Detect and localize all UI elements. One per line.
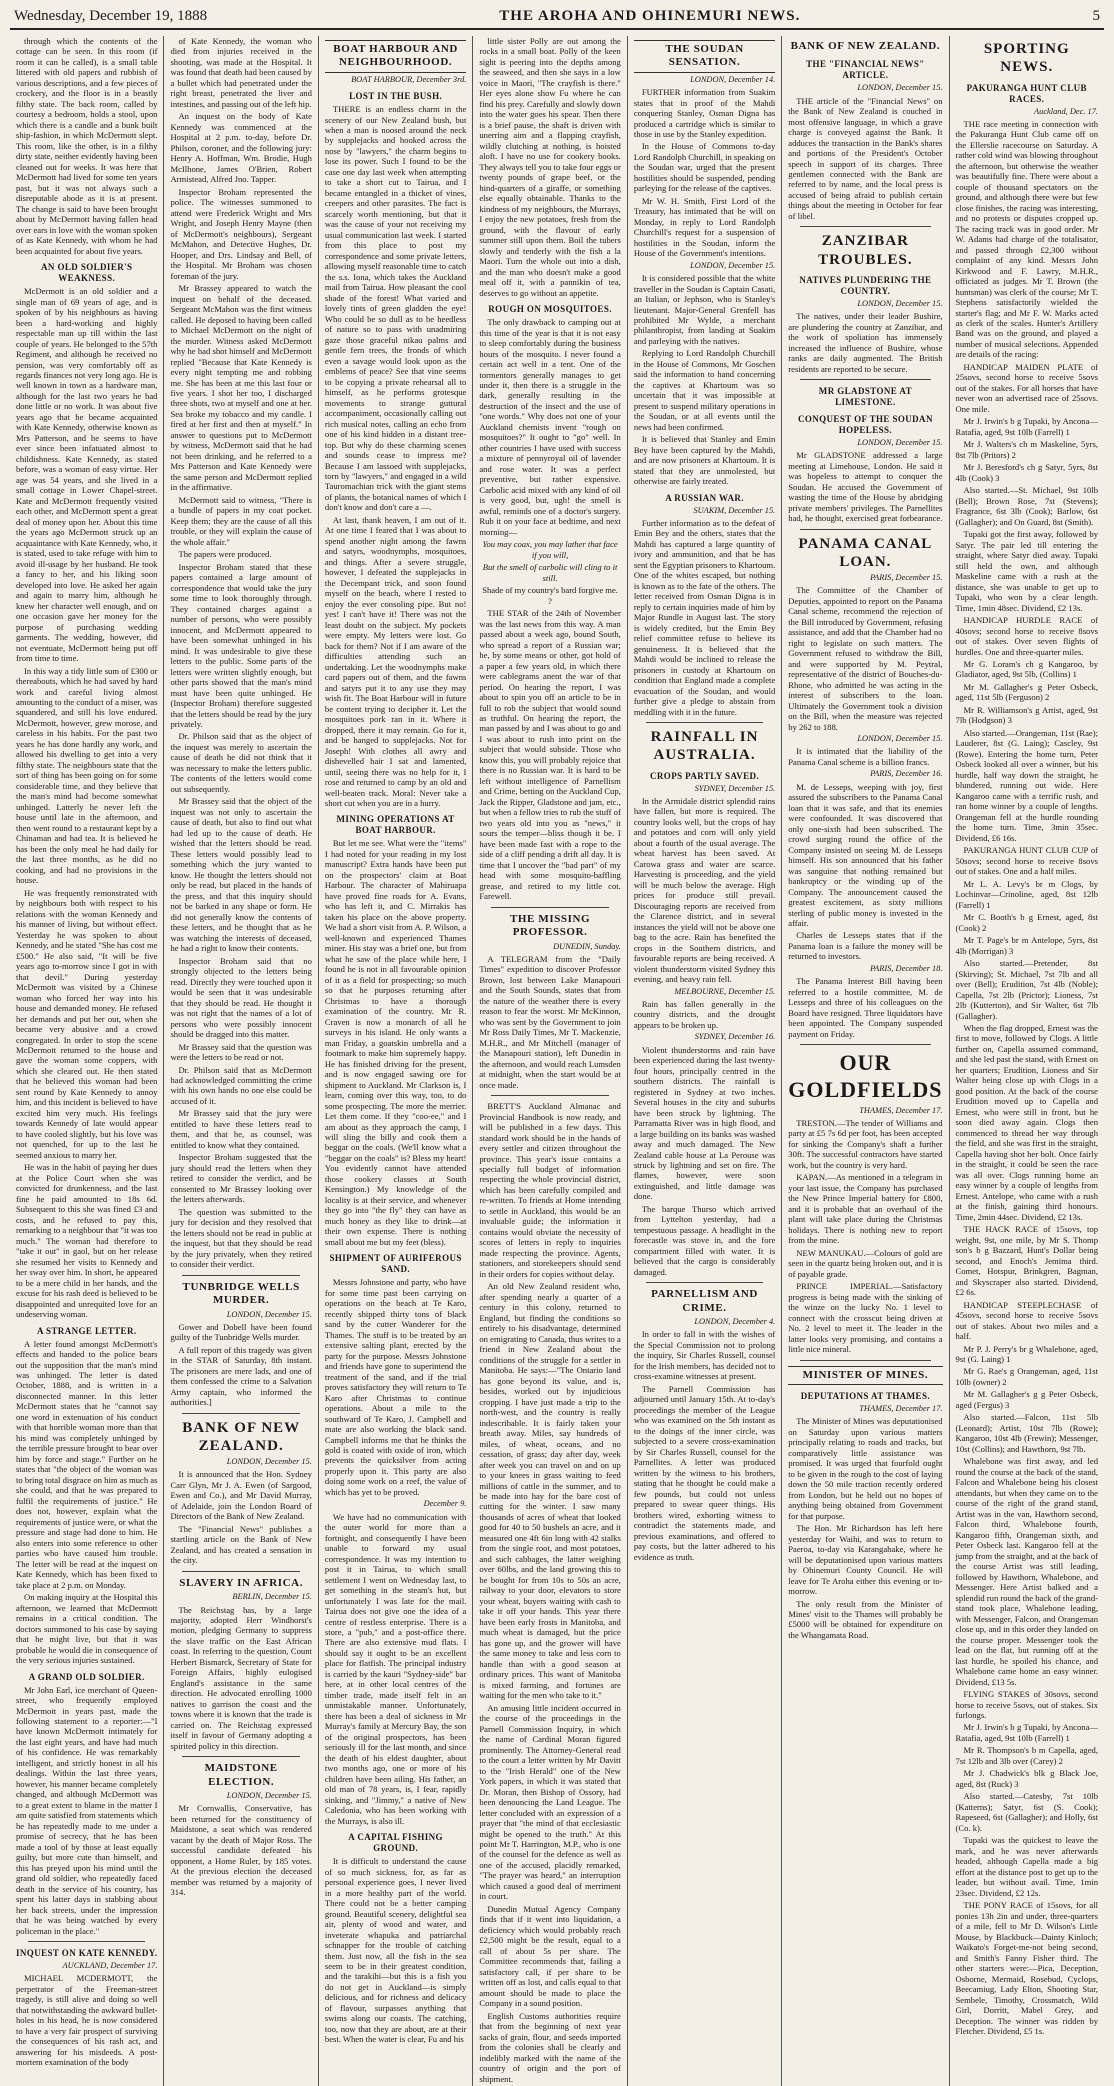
article-paragraph: little sister Polly are out among the rocks in a small boat. Polly of the keen sight is peering into the depths among the seaweed, and then she says in a low voice in Maori, "The crayfish is there." Her eyes alone show Fu where he can find his prey. Carefully and slowly down into the water goes his spear. Then there is a brief pause, the shaft is driven with unerring aim and a flapping crayfish, wildly clutching at nothing, is hoisted aloft. I have no use for cookery books. They always tell you to take four eggs or twenty pounds of grape beef, or the hind-quarters of a giraffe, or something else equally obtainable. Thanks to the kindness of my neighbours, the Murrays, I enjoy the new potatoes, fresh from the ground, with the flavour of early summer still upon them. Boil the tubers slowly and tenderly with the fish a la Maori. Turn the whole out into a dish, and the man who doesn't make a good meal off it, with a pannikin of tea, deserves to go without an appetite.	[479, 36, 621, 298]
article-paragraph: Tupaki was the quickest to leave the mark, and he was never afterwards headed, although Capella made a big effort at the distance post to get up to the leader, but without avail. Time, 1min 23sec. Dividend, £2 12s.	[955, 1835, 1098, 1898]
page-number: 5	[1092, 8, 1100, 24]
column-7	[950, 36, 1104, 2086]
headline: BOAT HARBOUR AND NEIGHBOURHOOD.	[325, 40, 466, 73]
article-paragraph: KAPAN.—As mentioned in a telegram in your last issue, the Company has purchased the New Prince Imperial battery for £800, and it is probable that an overhaul of the plant will take place during the Christmas holidays. There is nothing new to report from the mine.	[788, 1172, 943, 1246]
article-paragraph: Mr T. Page's br m Antelope, 5yrs, 8st 4lb (Morrigan) 3	[955, 935, 1098, 956]
article-paragraph: Also started.—Catesby, 7st 10lb (Katterns); Satyr, 6st (S. Cook); Rapeseed, 6st (Gallagher); and Holly, 6st (Co. k).	[955, 1791, 1098, 1833]
divider	[800, 379, 930, 380]
article-paragraph: McDermott said to witness, "There is a bundle of papers in my coat pocket. Keep them; they are the cause of all this trouble, or they will explain the cause of the whole affair."	[170, 494, 312, 547]
article-paragraph: It is difficult to understand the cause of so much sickness, for, as far as personal experience goes, I never lived in a more healthy part of the world. There could not be a better camping ground. Beautiful scenery, delightful sea air, plenty of wood and water, and inveterate whapuka and patriarchal schnapper for the trouble of catching them. Just now, all the fish in the sea seem to be in their greatest condition, and the tarakihi—but this is a fish you do not get in Auckland—is simply delicious, and for richness and delicacy of flavour, surpasses anything that swims along our coasts. The catching, too, now that they are about, are at their best. When the water is clear, Fu and his	[324, 1856, 467, 2045]
article-paragraph: The Parnell Commission has adjourned until January 15th. At to-day's proceedings the member of the League who was examined on the 5th instant as to the doings of the inner circle, was subjected to a severe cross-examination by Sir Charles Russell, counsel for the Parnellites. A letter was produced written by the witness to his brothers, stating that he thought he could make a few pounds, but could not unless prepared to swear queer things. His brothers wired, exhorting witness to contradict the statements made, and previous examinations, and offered to pay costs, but the latter adhered to his evidence as truth.	[633, 1383, 776, 1562]
article-paragraph: The natives, under their leader Bushire, are plundering the country at Zanzibar, and the work of spoliation has immensely increased the influence of Bushire, whose ranks are daily augmented. The British residents are reported to be secure.	[788, 311, 943, 374]
dateline: SYDNEY, December 16.	[694, 1032, 776, 1042]
headline: PARNELLISM AND CRIME.	[651, 1288, 758, 1314]
article-paragraph: FURTHER information from Suakim states that in proof of the Mahdi conquering Stanley, Osman Digna has produced a cartridge which is similar to those in use by the Stanley expedition.	[633, 87, 776, 139]
article-paragraph: Inspector Broham said that no strongly objected to the letters being read. Directly they were touched upon it would be seen that it was undesirable that they should be read. He thought it was not right that the names of a lot of persons who were possibly innocent should be dragged into this matter.	[170, 955, 312, 1040]
dateline: DUNEDIN, Sunday.	[553, 941, 621, 951]
article-paragraph: Mr Brassey said that the jury were entitled to have these letters read to them, and that he, as counsel, was entitled to know what they contained.	[170, 1108, 312, 1150]
column-1	[10, 36, 164, 2086]
divider	[646, 722, 763, 723]
dateline: LONDON, December 4.	[694, 1317, 776, 1327]
article-paragraph: In the House of Commons to-day Lord Randolph Churchill, in speaking on the Soudan war, urged that the present hostilities should be suspended, pending parleying for the release of the captives.	[633, 141, 776, 194]
article-paragraph: HANDICAP MAIDEN PLATE of 25sovs, second horse to receive 5sovs out of the stakes. For all horses that have never won an advertised race of 25sovs. One mile.	[955, 361, 1098, 414]
divider	[646, 1282, 763, 1283]
article-paragraph: Mr J. Walters's ch m Maskeline, 5yrs, 8st 7lb (Pritors) 2	[955, 439, 1098, 460]
article-paragraph: English Customs authorities require that from the beginning of next year sacks of grain, flour, and seeds imported from the colonies shall be clearly and indelibly marked with the name of the country of origin and the port of shipment.	[479, 2010, 621, 2084]
article-paragraph: Rain has fallen generally in the country districts, and the drought appears to be broken up.	[633, 998, 776, 1030]
dateline: LONDON, December 15.	[226, 1309, 312, 1319]
dateline: BOAT HARBOUR, December 3rd.	[351, 74, 467, 84]
article-paragraph: The Reichstag has, by a large majority, adopted Herr Windhorst's motion, pledging Germany to suppress the slave traffic on the East African coast. In referring to the question, Count Herbert Bismarck, Secretary of State for Foreign Affairs, highly eulogised England's assistance in the same direction. He advocated enrolling 1000 natives to garrison the coast and the towns where it is known that the trade is carried on. The Reichstag expressed itself in favour of Germany adopting a spirited policy in this direction.	[170, 1604, 312, 1751]
headline: SLAVERY IN AFRICA.	[179, 1576, 304, 1589]
article-paragraph: It is considered possible that the white traveller in the Soudan is Captain Casati, an Italian, or Jephson, who is Stanley's lieutenant. Major-General Grenfell has prohibited Mr Wylde, a merchant philanthropist, from landing at Suakim and parleying with the natives.	[633, 273, 776, 346]
article-paragraph: Gower and Dobell have been found guilty of the Tunbridge Wells murder.	[170, 1321, 312, 1343]
article-paragraph: In the Armidale district splendid rains have fallen, but more is required. The country looks well, but the crops of hay and potatoes and corn will only yield about a fourth of the usual average. The wheat harvest has been saved. At Carowa grass and water are scarce. Harvesting is proceeding, and the yield will be much below the average. High prices for produce still prevail. Discouraging reports are received from the Clarence district, and in several instances the yield will not be above one bag to the acre. Rain has benefited the crops in the Southern districts, and favourable reports are being received. A violent thunderstorm visited Sydney this evening, and heavy rain fell.	[633, 795, 776, 985]
subheading: CROPS PARTLY SAVED.	[650, 770, 760, 781]
dateline: LONDON, December 15.	[857, 83, 943, 93]
headline: RAINFALL IN AUSTRALIA.	[650, 729, 759, 764]
article-paragraph: Mr R. Williamson's g Artist, aged, 9st 7lb (Hodgson) 3	[955, 704, 1098, 726]
divider	[182, 1413, 299, 1414]
dateline: LONDON, December 15.	[857, 298, 943, 308]
subheading: PAKURANGA HUNT CLUB RACES.	[966, 82, 1087, 104]
subheading: DEPUTATIONS AT THAMES.	[800, 1391, 931, 1402]
article-paragraph: Dr. Philson said that as the object of the inquest was merely to ascertain the cause of death he did not think that it was necessary to make the letters public. The contents of the letters would come out subsequently.	[170, 731, 312, 794]
dateline: LONDON, December 15.	[857, 734, 943, 744]
column-6	[782, 36, 949, 2086]
article-paragraph: In order to fall in with the wishes of the Special Commission not to prolong the inquiry, Sir Charles Russell, counsel for the Irish members, has decided not to cross-examine witnesses at present.	[633, 1329, 776, 1382]
article-paragraph: Mr W. H. Smith, First Lord of the Treasury, has intimated that he will on Monday, in reply to Lord Randolph Churchill's request for a suspension of hostilities in the Soudan, inform the House of the Government's intentions.	[633, 195, 776, 259]
article-paragraph: Mr J. Beresford's ch g Satyr, 5yrs, 8st 4lb (Cook) 3	[955, 462, 1098, 483]
article-paragraph: We have had no communication with the outer world for more than a fortnight, and consequently I have been unable to forward my usual correspondence. It was my intention to post it in Tairua, to which small settlement I went on Wednesday last, to get something in the steam's hut, but unfortunately I was late for the mail. Tairua does not give one the idea of a centre of restless enterprise. There is a store, a "pub," and a post-office there. There are also extensive mud flats. I should say it ought to be an excellent place for flatfish. The principal industry is carried by the kauri "Sydney-side" bar here, at in other local centres of the timber trade, made itself felt in an unmistakable manner. Unfortunately, there has been a deal of sickness in Mr Murray's family at Mercury Bay, the son of the original prospectors, has been seriously ill for the last month, and since the death of his eldest daughter, about two months ago, one or more of his children have been ailing. His father, an old man of 78 years, is, I fear, rapidly sinking, and "Jimmy," a native of New Caledonia, who has been working with the Murrays, is also ill.	[324, 1511, 467, 1826]
column-3	[319, 36, 473, 2086]
article-paragraph: But let me see. What were the "items" I had noted for your reading in my lost manuscript? Extra hands have been put on the prospectors' claim at Boat Harbour. The character of Mahiruapa have proved fine roads for A. Evans, who has left it, and C. Mirrakis has taken his place on the above property. We had a short visit from A. P. Wilson, a well-known and experienced Thames miner. His stay was a brief one, but from what he saw of the place while here, I found he is not in all favourable opinion of it as a field for prospecting; so much so that he purposes returning after Christmas to have a thorough examination of the country. Mr R. Craven is now a monarch of all he surveys in his island. He only wants a man Friday, a goatskin umbrella and a footmark to make him supremely happy. He has finished driving for the present, and is now engaged sawing ore for shipment to Auckland. Mr Clarkson is, I learn, coming over this way, too, to do some prospecting. The more the merrier. Let them come. If they "coo-ee," and I am about as they approach the camp, I will sling the billy and cook them a beggar on the coals. (We'll know what a "beggar on the coals" is? Bless my heart! You evidently cannot have attended those cookery classes at South Kensington.) My knowledge of the locality is at their service, and whenever they go into "the fly" they can have as much honey as they like to drink—at their own expense. There is nothing small about me but my feet (bless).	[324, 838, 467, 1247]
article-paragraph: Mr J. Irwin's b g Tupaki, by Ancona—Ratafia, aged, 9st 10lb (Farrell) 1	[955, 416, 1098, 437]
article-paragraph: Inspector Broham represented the police. The witnesses summoned to attend were Frederick Wright and Mrs Wright, and Joseph Henry Mayne (then of McDermott's neighbours), Sergeant McMahon, and Detective Hughes, Dr. Hooper, and Drs. Lindsay and Bell, of the Hospital. Mr Broham was chosen foreman of the jury.	[170, 186, 312, 281]
subheading: ROUGH ON MOSQUITOES.	[488, 304, 612, 315]
article-paragraph: Mr GLADSTONE addressed a large meeting at Limehouse, London. He said it was hopeless to attempt to conquer the Soudan. He accused the Government of wasting the time of the House by abridging private members' privileges. The Parnellites had, he thought, exercised great forbearance.	[788, 450, 943, 524]
article-paragraph: The question was submitted to the jury for decision and they resolved that the letters should not be read in public at the inquest, but that they should be read by the jury privately, when they retired to consider their verdict.	[170, 1206, 312, 1270]
article-paragraph: MICHAEL MCDERMOTT, the perpetrator of the Freeman-street tragedy, is still alive and doing so well that notwithstanding the awkward bullet-holes in his head, he is now considered to have a very fair prospect of surviving the consequences of his rash act, and answering for his misdeeds. A post-mortem examination of the body	[16, 1973, 158, 2068]
article-paragraph: When the flag dropped, Ernest was the first to move, followed by Clogs. A little further on, Capella assumed command, and she led past the stand, with Ernest on her quarters; Erudition, Lioness and Sir Walter being close up with Clogs in a good position. At the back of the course Erudition moved up to Capella and Ernest, who were still in front, but he soon died away again. Clogs then commenced to thread her way through the field, and she was first in the straight, Capella having shot her bolt. Once fairly in the straight, it could be seen the race was all over. Clogs running home an easy winner by a couple of lengths from Ernest. Antelope, who came with a rush at the finish, gaining third honours. Time, 2min 44sec. Dividend, £2 13s.	[955, 1022, 1098, 1222]
article-paragraph: Also started.—Orangeman, 11st (Rae); Lauderer, 8st (G. Laing); Cascley, 9st (Rowe). Entering the home turn, Peter Osbeck looked all over a winner, but his hurdle, half way down the straight, he blundered, running out wide. Here Kangaroo came with a terrific rush, and ran home winner by a couple of lengths. Orangeman fell at the hurdle rounding the home turn. Time, 3min 35sec. Dividend, £6 16s.	[955, 727, 1098, 843]
article-paragraph: The papers were produced.	[178, 549, 272, 560]
article-paragraph: TRESTON.—The tender of Williams and party at £5 7s 6d per foot, has been accepted for sinking the Company's shaft a further 30ft. The successful contractors have started work, but the country is very hard.	[788, 1118, 943, 1170]
subheading: SHIPMENT OF AURIFEROUS SAND.	[329, 1253, 462, 1275]
article-paragraph: THERE is an endless charm in the scenery of our New Zealand bush, but when a man is noosed around the neck by supplejacks and hooked across the nose by "lawyers," the charm begins to lose its power. Such I found to be the case one day last week when attempting to take a short cut to Tairua, and I became entangled in a thicket of vines, creepers and other parasites. The fact is scarcely worth mentioning, but that it was the cause of your not receiving my usual communication last week. I started from this place to post my correspondence and some private letters, allowing myself reasonable time to catch the s.s. Iona, which takes the Auckland mail from Tairua. How pleasant the cool shade of the forest! What varied and lovely tints of green gladden the eye! Who could be so dull as to be heedless of nature so to pass with unadmiring gaze those graceful nikau palms and gentle fern trees, the fronds of which even a savage would look upon as the emblems of peace? See that vine seems to be copying a private rehearsal all to himself, as he performs grotesque movements to strange guttural accompaniment, occasionally calling out rich musical notes, calling an echo from one of his kind hidden in a distant tree-top. But why do these charming scenes and sounds cease to impress me? Because I am lassoed with supplejacks, torn by "lawyers," and engaged in a wild Tauromachian trick with the giant stems of plants, the botanical names of which I don't know and don't care a —.	[324, 104, 467, 513]
article-paragraph: Mr R. Thompson's b m Capella, aged, 7st 12lb and 3lb over (Carey) 2	[955, 1745, 1098, 1766]
article-paragraph: Inspector Broham stated that these papers contained a large amount of correspondence that would take the jury some time to look thoroughly through. They contained charges against a number of persons, who were possibly innocent, and McDermott appeared to have been somewhat unhinged in his mind. It was undesirable to give these letters to the public. Some parts of the letters were written slightly enough, but other parts showed that the man's mind must have been quite unhinged. He (Inspector Broham) therefore suggested that the letters should be read by the jury privately.	[170, 561, 312, 729]
article-paragraph: Replying to Lord Randolph Churchill in the House of Commons, Mr Goschen said the information to hand concerning the captives at Khartoum was so uncertain that it was impossible at present to suspend military operations in the Soudan, or at all events until the news had been confirmed.	[633, 348, 776, 432]
article-paragraph: It is announced that the Hon. Sydney Carr Glyn, Mr J. A. Ewen (of Sargood, Ewen and Co.), and Mr David Murray, of Adelaide, join the London Board of Directors of the Bank of New Zealand.	[170, 1469, 312, 1522]
subheading: A RUSSIAN WAR.	[665, 492, 744, 503]
article-paragraph: Mr John Earl, ice merchant of Queen-street, who frequently employed McDermott in years past, made the following statement to a reporter:—"I have known McDermott intimately for the last eight years, and have had much of his confidence. He was remarkably intelligent, and strictly honest in all his dealings. Within the last three years, however, his manner became completely changed, and although McDermott was to a great extent to blame in the matter I am quite satisfied from statements which he has repeatedly made to me under a promise of secrecy, that he has been made a tool of by those at least equally guilty, but more cute than himself, and this has preyed upon his mind until the grand old soldier, who repeatedly faced death in the service of his country, has spent his latter days in stabbing about her back streets, under the impression that he was being watched by every policeman in the place."	[16, 1684, 158, 1936]
article-paragraph: The only drawback to camping out at this time of the year is that it is not easy to sleep comfortably during the business hours of the mosquito. I never found a certain act well in a tent. One of the tormentors generally manages to get under it, then there is a struggle in the dark, generally resulting in the destruction of the insect and the use of "one words." Why does not one of your Auckland chemists invent "rough on mosquitoes?" It ought to "go" well. In other countries I have used with success a mixture of pennyroyal oil of lavender and rose water. It was a perfect preventive, but rather expensive. Carbolic acid mixed with any kind of oil is very good, but, ugh! the smell is awful, reminds one of a doctor's surgery. Rub it on your face at bedtime, and next morning—	[479, 317, 621, 537]
headline: BANK OF NEW ZEALAND.	[790, 40, 941, 52]
divider	[28, 1941, 145, 1942]
divider	[800, 529, 930, 530]
article-paragraph: It is intimated that the liability of the Panama Canal scheme is a billion francs.	[788, 746, 943, 767]
article-paragraph: THE PONY RACE of 15sovs, for all ponies 13h 2in and under, three-quarters of a mile, fell to Mr D. Wilson's Little Mouse, by Blackbuck—Dainty Kinloch; Waikato's Forget-me-not being second, and Smith's Fanny Fisher third. The other starters were:—Pica, Deception, Osborne, Mermaid, Rosebud, Cyclops, Beecamiug, Lady Elton, Shooting Star, Sembele, Timothy, Crossmatch, Wild Girl, Dorritt, Mabel Grey, and Deception. The winner was ridden by Fletcher. Dividend, £5 1s.	[955, 1900, 1098, 2037]
headline: THE SOUDAN SENSATION.	[634, 40, 775, 73]
article-paragraph: Tupaki got the first away, followed by Satyr. The pair led till entering the straight, where Satyr died away. Tupaki still held the own, and although Maskeline came with a rush at the distance, she was unable to get up to Tupaki, who won by a clear length. Time, 1min 48sec. Dividend, £2 13s.	[955, 529, 1098, 613]
article-paragraph: PRINCE IMPERIAL.—Satisfactory progress is being made with the sinking of the winze on the lucky No. 1 level to connect with the crosscut being driven at No. 2 level to meet it. The leader in the latter looks very promising, and contains a little nice mineral.	[788, 1281, 943, 1355]
article-paragraph: Dr. Philson said that as McDermott had acknowledged committing the crime with his own hands no one else could be accused of it.	[170, 1064, 312, 1106]
article-paragraph: On making inquiry at the Hospital this afternoon, we learned that McDermott remains in a critical condition. The doctors summoned to his case by saying that he might live, but that it was probable he would die in consequence of the very serious injuries sustained.	[16, 1592, 158, 1666]
article-paragraph: PAKURANGA HUNT CLUB CUP of 50sovs; second horse to receive 8sovs out of stakes. One and a half miles.	[955, 845, 1098, 877]
newspaper-title: THE AROHA AND OHINEMURI NEWS.	[499, 8, 801, 24]
article-paragraph: The only result from the Minister of Mines' visit to the Thames will probably be £5000 will be obtained for expenditure on the Whangamata Road.	[788, 1598, 943, 1640]
dateline: THAMES, December 17.	[859, 1105, 943, 1115]
dateline: AUCKLAND, December 17.	[62, 1961, 158, 1971]
article-paragraph: Inspector Broham suggested that the jury should read the letters when they retired to consider the verdict, and he consented to Mr Brassey looking over the letters afterwards.	[170, 1152, 312, 1205]
dateline: LONDON, December 15.	[690, 260, 776, 270]
article-paragraph: HANDICAP STEEPLECHASE of 45sovs, second horse to receive 5sovs out of stakes. About two miles and a half.	[955, 1299, 1098, 1342]
issue-date: Wednesday, December 19, 1888	[14, 8, 208, 24]
article-paragraph: NEW MANUKAU.—Colours of gold are seen in the quartz being broken out, and it is of payable grade.	[788, 1247, 943, 1279]
article-paragraph: through which the contents of the cottage can be seen. In this room (if room it can be called), is a small table littered with old papers and rubbish of various descriptions, and a few pieces of crockery, and the floor is in a beastly filthy state. The back room, called by courtesy a bedroom, holds a stool, upon which there is a candle and a bunk built ship-fashion, in which McDermott slept. This room, like the other, is in a filthy dirty state, neither evidently having been cleaned out for weeks. It was here that McDermott had lived for some ten years past, but it was not always such a disreputable abode as it is at present. The change is said to have been brought about by McDermott having fallen head over ears in love with the woman spoken of as Kate Kennedy, with whom he had been acquainted for about five years.	[16, 36, 158, 256]
divider	[182, 1571, 299, 1572]
subheading: AN OLD SOLDIER'S WEAKNESS.	[41, 262, 133, 284]
article-paragraph: Mr Brassey said that the object of the inquest was not only to ascertain the cause of death, but also to find out what had led up to the cause of death. He wished that the letters should be read. These letters would possibly lead to something which the jury wanted to know. He thought the letters should not only be read, but placed in the hands of the press, and that this inquiry should not be barked in any shape or form. He did not generally know the contents of these letters, and he thought that as he was watching the interests of deceased, he had a right to know their contents.	[170, 796, 312, 954]
dateline: PARIS, December 15.	[870, 573, 943, 583]
headline: SPORTING NEWS.	[983, 41, 1070, 76]
subheading: CONQUEST OF THE SOUDAN HOPELESS.	[797, 414, 933, 435]
article-paragraph: FLYING STAKES of 30sovs, second horse to receive 5sovs, out of stakes. Six furlongs.	[955, 1689, 1098, 1720]
article-paragraph: A letter found amongst McDermott's effects and handed to the police bears out the supposition that the man's mind was unhinged. The letter is dated October, 1888, and is written in a disconnected manner. In this letter McDermott states that he "cannot say one word in extenuation of his conduct with that horrible woman more than that his mind was completely unhinged by the terrible pressure brought to bear over him by force and stage." Further on he states that "the object of the woman was to bring total disgrace on him as much as she could, and that he was prepared to fulfil the requirements of justice." He does not, however, explain what the requirements of justice were, or what the pressure and stage had done to him. He also enters into some reference to other parties who have caused him trouble. The letter will be read at the inquest on Kate Kennedy, which has been fixed to take place at 2 p.m. on Monday.	[16, 1338, 158, 1590]
article-paragraph: Mr L. A. Levy's br m Clogs, by Lochinvar—Crinoline, aged, 8st 12lb (Farrell) 1	[955, 878, 1098, 910]
subheading: A STRANGE LETTER.	[36, 1325, 137, 1336]
article-paragraph: The barque Thurso which arrived from Lyttelton yesterday, had a tempestuous passage. A headlight in the forecastle was stove in, and the fore compartment filled with water. It is believed that the cargo is considerably damaged.	[633, 1203, 776, 1277]
headline: MINISTER OF MINES.	[788, 1366, 942, 1385]
article-paragraph: A TELEGRAM from the "Daily Times" expedition to discover Professor Brown, lost between Lake Manapouri and the South Sounds, states that from the nature of the weather there is every reason to fear the worst. Mr McKinnon, who was sent by the Government to join Mr Ross Daily Times, Mr T. Mackenzie, M.H.R., and Mr Mitchell (manager of the Manapouri station), left Dunedin in the afternoon, and would reach Lumsden at midnight, when the start would be at once made.	[479, 953, 621, 1090]
subheading: A CAPITAL FISHING GROUND.	[348, 1832, 443, 1854]
dateline: LONDON, December 15.	[226, 1791, 312, 1801]
article-paragraph: A full report of this tragedy was given in the STAR of Saturday, 8th instant. The prisoners are mere lads, and one of them confessed the crime to a Salvation Army captain, who informed the authorities.]	[170, 1344, 312, 1408]
article-paragraph: McDermott is an old soldier and a single man of 69 years of age, and is spoken of by his neighbours as having been a hard-working and highly respectable man up till within the last couple of years. He belonged to the 57th Regiment, and although he received no pension, was very comfortably off as regards finances not very long ago. He is well known in town as a hardware man, although for the last two years he had done little or no work. It was about five years ago that he became acquainted with Kate Kennedy, otherwise known as Mrs Patterson, and he seems to have ever since been infatuated almost to childishness. Kate Kennedy, as stated before, was a woman of easy virtue. Her age was 54 years, and she lived in a small cottage in Lower Chapel-street. Kate and McDermott frequently visited each other, and McDermott spent a great deal of money upon her. About this time the years ago McDermott struck up an acquaintance with Kate Kennedy, who, it is stated, used to take refuge with him to avoid ill-usage by her husband. He took a fancy to her, and his liking soon developed into love. He asked her again and again to marry him, although he knew her character well enough, and on one occasion gave her money for the purpose of purchasing wedding garments. The wedding, however, did not eventuate, McDermott being put off from time to time.	[16, 286, 158, 664]
dateline: LONDON, December 15.	[857, 437, 943, 447]
article-paragraph: He was frequently remonstrated with by neighbours both with respect to his relations with the woman Kennedy and his manner of living, but without effect. Yesterday he was spoken to about Kennedy, and he stated "She has cost me £500." He also said, "It will be five years ago to-morrow since I got in with that devil." During yesterday McDermott was visited by a Chinese woman who forced her way into his house and demanded money. He refused her demands and put her out, when she became very abusive and a crowd congregated. In order to stop the scene McDermott returned to the house and gave the woman some coppers, with which she cleared out. He then stated that he believed this woman had been sent round by Kate Kennedy to annoy him, and this incident is believed to have excited him very much. His feelings towards Kennedy of late would appear to have cooled slightly, but his love was not quenched, for up to the last he seemed anxious to marry her.	[16, 887, 158, 1160]
article-paragraph: Also started.—St. Michael, 9st 10lb (Bell); Brown Rose, 7st (Stevens); Fragrance, 6st 3lb (Cook); Barlow, 6st (Gallagher); and On Guard, 8st (Smith).	[955, 485, 1098, 527]
subheading: LOST IN THE BUSH.	[349, 91, 443, 102]
dateline: LONDON, December 15.	[226, 1457, 312, 1467]
article-paragraph: In this way a tidy little sum of £300 or thereabouts, which he had saved by hard work and careful living almost amounting to the conduct of a miser, was squandered, and still his love endured. McDermott, however, grew morose, and careless in his habits. For the past two years he has done hardly any work, and allowed his dwelling to get into a very filthy state. The neighbours state that the sort of thing has been going on for some considerable time, and they believe that the man's mind had become somewhat unhinged. Latterly he never left the house until late in the afternoon, and then went round to a restaurant kept by a Chinaman and had tea. It is believed he has been the only meal he had daily for the last three months, as he did no cooking, and had no provisions in the house.	[16, 665, 158, 886]
headline: BANK OF NEW ZEALAND.	[182, 1419, 301, 1454]
divider	[491, 907, 608, 908]
headline: THE MISSING PROFESSOR.	[509, 912, 591, 939]
article-paragraph: Also started.—Pretender, 8st (Skirving); St. Michael, 7st 7lb and all over (Bell); Erudition, 7st 4lb (Noble); Capella, 7st 2lb (Prictor); Lioness, 7st 2lb (Kutterton), and Sir Walter, 6st 7lb (Gallagher).	[955, 958, 1098, 1021]
article-paragraph: The Hon. Mr Richardson has left here yesterday for Waihi, and was to return to Paeroa, to-day via Karangahake, where he will be deputationised upon various matters by Ohinemuri County Council. He will leave for Te Aroha either this evening or to-morrow.	[788, 1523, 943, 1597]
article-paragraph: THE race meeting in connection with the Pakuranga Hunt Club came off on the Ellerslie racecourse on Saturday. A rather cold wind was blowing throughout the afternoon, but otherwise the weather was beautifully fine. There were about a couple of thousand spectators on the ground, and although there were but few close finishes, the racing was interesting, and no protests or disputes cropped up. The racing track was in good order. Mr W. Adams had charge of the totalisator, and passed through £2,300 without complaint of any kind. Messrs John Kirkwood and F. Lawry, M.H.R., officiated as judges. Mr T. Brown (the huntsman) was clerk of the course; Mr T. Stephens satisfactorily wielded the starter's flag; and Mr F. W. Marks acted as clerk of the scales. Hunter's Artillery Band was on the ground, and played a number of musical selections. Appended are details of the racing:	[955, 118, 1098, 360]
column-2	[164, 36, 318, 2086]
article-paragraph: Mr Brassey appeared to watch the inquest on behalf of the deceased. Sergeant McMahon was the first witness called. He deposed to having been called to Michael McDermott on the night of the murder. Witness asked McDermott why he had shot himself and McDermott replied "Because that Kate Kennedy is every night tempting me and robbing me. She has been at me this last four or five years. I shot her too, I discharged three shots, two at myself and one at her. Sea broke my tobacco and my candle. I fired at her first and then at myself." In answer to questions put to McDermott by witness, McDermott said that he had not been drinking, and he referred to a Mrs Patterson and Kate Kennedy were the same person and McDermott replied in the affirmative.	[170, 283, 312, 493]
headline: PANAMA CANAL LOAN.	[798, 535, 933, 570]
article-paragraph: Dunedin Mutual Agency Company finds that if it went into liquidation, a deficiency which would probably reach £2,500 might be the result, equal to a call of about 5s per share. The Committee recommends that, failing a satisfactory call, if per share to be written off as lost, and calls equal to that amount should be made to place the Company in a sound position.	[479, 1903, 621, 2009]
divider	[182, 1756, 299, 1757]
article-paragraph: M. de Lesseps, weeping with joy, first assured the subscribers to the Panama Canal loan that it was safe, and that its enemies were confounded. It was discovered that only one-sixth had been subscribed. The crowd surging round the office of the Company insisted on seeing M. de Lesseps himself. His son announced that his father was sanguine that nothing remained but bankruptcy or the winding up of the Company. The announcement caused the greatest excitement, as sixty millions sterling of public money is invested in the affair.	[788, 781, 943, 928]
dateline: MELBOURNE, December 15.	[674, 986, 776, 996]
divider	[491, 1095, 608, 1096]
article-paragraph: Mr G. Loram's ch g Kangaroo, by Gladiator, aged, 9st 5lb, (Collins) 1	[955, 659, 1098, 680]
dateline: PARIS, December 18.	[870, 963, 943, 973]
article-paragraph: An amusing little incident occurred in the course of the proceedings in the Parnell Commission Inquiry, in which the name of Cardinal Moran figured prominently. The Attorney-General read to the court a letter written by Mr Davitt to the "Irish Herald" one of the New York papers, in which it was stated that Dr. Moran, then Bishop of Ossory, had been denouncing the Land League. The letter concluded with an expression of a prayer that "the mind of that ecclesiastic might be opened to the truth." At this point Mr T. Harrington, M.P., who is one of the counsel for the defence as well as one of the accused, placidly remarked, "The prayer was heard," an interruption which caused a good deal of merriment in court.	[479, 1702, 621, 1902]
article-paragraph: It is believed that Stanley and Emin Bey have been captured by the Mahdi, and are now prisoners at Khartoum. It is stated that they are unmolested, but otherwise are fairly treated.	[633, 434, 776, 487]
subheading: NATIVES PLUNDERING THE COUNTRY.	[799, 275, 932, 296]
article-paragraph: The Committee of the Chamber of Deputies, appointed to report on the Panama Canal scheme, recommend the rejection of the Bill introduced by Government, refusing assistance, and add that the Chamber had no right to legislate on such matters. The Government refused to withdraw the Bill, and were supported by M. Peytral, representative of the district of Bouches-du-Rhone, who admitted he was acting in the interest of subscribers to the loan. Ultimately the Government took a division on the Bill, when the measure was rejected by 262 to 188.	[788, 585, 943, 732]
divider	[800, 1044, 930, 1045]
masthead	[10, 8, 1104, 30]
column-5	[628, 36, 782, 2086]
dateline: LONDON, December 14.	[690, 74, 776, 84]
divider	[800, 226, 930, 227]
article-paragraph: Mr J. Irwin's b g Tupaki, by Ancona—Ratafia, aged, 9st 10lb (Farrell) 1	[955, 1722, 1098, 1743]
article-paragraph: Mr M. Gallagher's g Peter Osbeck, aged, 11st 5lb (Ferguson) 2	[955, 681, 1098, 703]
article-paragraph: Mr Brassey said that the question was were the letters to be read or not.	[170, 1041, 312, 1063]
article-paragraph: Shade of my country's bard forgive me. ?	[482, 585, 618, 606]
article-paragraph: THE STAR of the 24th of November was the last news from this way. A man passed about a week ago, bound South, who spread a report of a Russian war; he, by some means or other, got hold of a paper a few years old, in which there were cablegrams anent the war of that period. On hearing the report, I was about to spin you off an article to be in full to rob the subject that would sound as truthful. On hearing the report, the man passed by and I was about to go and I was about to rush into print on the subject that would subside. Those who know this, you will probably rejoice that there is no Russian war. It is hard to be left without intelligence of Parnellism and Crime, betting on the Auckland Cup, Jack the Ripper, Gladstone and jam, etc., but when a fellow tries to rub the stuff of two years old into you as "news," it sours the temper—bliss though it be. I have been made fast with a rope to the side of a cliff pending a drift all day. It is time that I uncover the "bad part" of my head with some mosquito-baffling grease, and retired to my little cot. Farewell.	[479, 608, 621, 902]
article-paragraph: Mr G. Rae's g Orangeman, aged, 11st 10lb (owner) 2	[955, 1366, 1098, 1387]
divider	[182, 1275, 299, 1276]
article-paragraph: Charles de Lesseps states that if the Panama loan is a failure the money will be returned to investors.	[788, 930, 943, 962]
dateline: BERLIN, December 15.	[232, 1592, 312, 1602]
verse-line: You may coax, you may lather that face if you will,	[482, 539, 618, 560]
dateline: Auckland, Dec. 17.	[1034, 106, 1098, 116]
article-paragraph: The "Financial News" publishes a startling article on the Bank of New Zealand, and has created a sensation in the city.	[170, 1523, 312, 1566]
headline: OUR GOLDFIELDS	[788, 1050, 943, 1102]
article-paragraph: Mr Cornwallis, Conservative, has been returned for the constituency of Maidstone, a seat which was rendered vacant by the death of Major Ross. The successful candidate defeated his opponent, a Home Ruler, by 185 votes. At the previous election the deceased member was returned by a majority of 314.	[170, 1803, 312, 1898]
dateline: December 9.	[423, 1499, 467, 1509]
dateline: SUAKIM, December 15.	[693, 505, 776, 515]
article-paragraph: Mr C. Booth's b g Ernest, aged, 8st (Cook) 2	[955, 912, 1098, 933]
dateline: PARIS, December 16.	[870, 769, 943, 779]
article-paragraph: Also started.—Falcon, 11st 5lb (Leonard); Artist, 10st 7lb (Rowe); Kangaroo, 10st 4lb (Frewin); Messenger, 10st (Collins); and Hawthorn, 9st 7lb.	[955, 1412, 1098, 1454]
verse-line: But the smell of carbolic will cling to it still.	[482, 562, 618, 583]
column-4	[473, 36, 627, 2086]
article-paragraph: He was in the habit of paying her dues at the Police Court when she was convicted for drunkenness, and the last fine he paid amounted to 18s 6d. Subsequent to this she was fined £3 and costs, and he refused to pay this, remarking to a neighbour that "it was too much." The woman had therefore to "take it out" in gaol, but on her release she resumed her visits to Kennedy and her sway over him. In short, he appeared to be a mere child in her hands, and the excuse for his rash deed is believed to be disappointed and unrequited love for an undeserving woman.	[16, 1162, 158, 1320]
article-paragraph: Mr P. J. Perry's br g Whalebone, aged, 9st (G. Laing) 1	[955, 1343, 1098, 1364]
article-paragraph: Mr J. Chadwick's blk g Black Joe, aged, 8st (Ruck) 3	[955, 1768, 1098, 1789]
article-paragraph: An old New Zealand resident who, after spending nearly a quarter of a century in this colony, returned to England, but finding the conditions so entirely to his disadvantage, determined on emigrating to Canada, thus writes to a friend in New Zealand about the conditions of the struggle for a settler in Manitoba. He says:—"The Ontario land has gone beyond its value, and is, besides, worked out by injudicious cropping. I have just made a trip to the north-west, and the country is really indescribable. It is fairly taken your breath away. Miles, say hundreds of miles, of wheat, oceans, and no cessation, of grass; day after day, week after week you can travel on and on up to your knees in grass waiting to feed millions of cattle in the summer, and to be made into hay for the bare cost of cutting for the winter. I saw many thousands of acres of wheat that looked good for 40 to 50 bushels an acre, and it measured one 4ft 6in long with 42 stalks from the single root, and most potatoes, and such cabbages, the latter weighing over 60lbs, and the land growing this to be bought for from 10s to 50s an acre, railway to your door, elevators to store your wheat, buyers waiting with cash to take it off your hands. This year there have been early frosts in Manitoba, and much wheat is damaged, but the price has gone up, and the grower will have the same money to take and less corn to handle than with a good season at ordinary prices. This want of Manitoba is mixed farming, and fortunes are waiting for the men who take to it."	[479, 1281, 621, 1701]
article-paragraph: HANDICAP HURDLE RACE of 40sovs; second horse to receive 8sovs out of stakes. Over seven flights of hurdles. One and three-quarter miles.	[955, 615, 1098, 657]
article-paragraph: of Kate Kennedy, the woman who died from injuries received in the shooting, was made at the Hospital. It was found that death had been caused by a bullet which had penetrated under the right breast, penetrated the liver and intestines, and passing out of the left hip.	[170, 36, 312, 109]
dateline: SYDNEY, December 15.	[694, 783, 776, 793]
subheading: A GRAND OLD SOLDIER.	[28, 1671, 145, 1682]
article-paragraph: At last, thank heaven, I am out of it. At one time I feared that I was about to spend another night among the fawns and satyrs, woodnymphs, mosquitoes, and things. After a severe struggle, however, I defeated the supplejacks in the Decempant trick, and soon found myself on the beach, where I rested to enjoy the ever consoling pipe. But no! yes! I can't have it! There was not the least doubt on the subject. My pockets were empty. My letters were lost. Go back for them? Not if I am aware of the difficulties attending such an undertaking. Let the woodnymphs make card papers out of them, and the fawns and satyrs put it to any use they may wish fit. The Boat Harbour will in future be content trying to decipher it. Let the mosquitoes pork ran in it. Where it dropped, there it may remain. Go for it, and be hanged to supplejacks. Not for Joseph! With clothes all awry and dishevelled hair I sat and lamented, until, seeing there was no help for it, I rose and returned to camp by an old and well-beaten track. Moral: Never take a short cut when you are in a hurry.	[324, 514, 467, 808]
article-paragraph: The Minister of Mines was deputationised on Saturday upon various matters principally relating to roads and tracks, but comparatively little assistance was promised. It was urged that fourfold ought to be given in the rough to the cost of laying down the 50 mile traction recently ordered from London, but he held out no hopes of anything being obtained from Government for that purpose.	[788, 1416, 943, 1521]
subheading: MINING OPERATIONS AT BOAT HARBOUR.	[336, 814, 455, 836]
headline: ZANZIBAR TROUBLES.	[818, 233, 913, 268]
article-paragraph: THE HACK RACE of 15sovs, top weight, 9st, one mile, by Mr S. Thomp son's b g Bazzard, Hunt's Dollar being second, and Enoch's Jemima third. Comet, Hotspur, Brinkgren, Bagman, and Skyscraper also started. Dividend, £2 6s.	[955, 1224, 1098, 1298]
divider	[800, 1360, 930, 1361]
article-paragraph: Violent thunderstorms and rain have been experienced during the last twenty-four hours, principally centred in the southern districts. The rainfall is registered in Sydney at two inches. Several houses in the city and suburbs have been struck by lightning. The Parramatta River was in high flood, and a large building on its banks was washed away and much damaged. The New Zealand cable house at La Perouse was struck by lightning and set on fire. The flames, however, were soon extinguished, and little damage was done.	[633, 1044, 776, 1202]
subheading: THE "FINANCIAL NEWS" ARTICLE.	[806, 59, 925, 81]
article-paragraph: BRETT'S Auckland Almanac and Provincial Handbook is now ready, and will be published in a few days. This standard work should be in the hands of every settler and citizen throughout the province. This year's issue contains a specially full budget of information respecting the whole provincial district, which has been carefully compiled and re-written. To friends at Home intending to settle in Auckland, this would be an invaluable guide; the information it contains would obviate the necessity of scores of letters in reply to inquiries made respecting the province. Agents, stationers, and storekeepers should send in their orders for copies without delay.	[479, 1101, 621, 1279]
article-paragraph: Messrs Johnstone and party, who have for some time past been carrying on operations on the beach at Te Karo, recently shipped thirty tons of black sand by the cutter Wanderer for the Thames. The stuff is to be treated by an extensive salting plant, erected by the party for the purpose. Messrs Johnstone and friends have gone to superintend the treatment of the sand, and if the trial proves satisfactory they will return to Te Karo after Christmas to continue operations. About a mile to the southward of Te Karo, J. Campbell and mate are also working the black sand. Campbell informs me that he thinks the gold is coated with oxide of iron, which prevents the quicksilver from acting properly upon it. This party are also doing some work on a reef, the value of which has yet to be proved.	[324, 1277, 467, 1497]
article-paragraph: THE article of the "Financial News" on the Bank of New Zealand is couched in most offensive language, in which a grave charge is conveyed against the Bank. It adduces the transaction in the Bank's shares and portions of the President's October speech in support of its charges. Three gentlemen connected with the Bank are referred to by name, and the local press is accused of being afraid to publish certain things about the meeting in October for fear of libel.	[788, 95, 943, 221]
dateline: THAMES, December 17.	[859, 1404, 943, 1414]
article-paragraph: Whalebone was first away, and led round the course at the back of the stand, Falcon and Whalebone being his closest attendants, but when they came on to the course of the right of the grand stand, Artist was in the van, Hawthorn second, Falcon third, Whalebone fourth, Kangaroo fifth, Orangeman sixth, and Peter Osbeck last. Kangaroo fell at the jump from the straight, and at the back of the course Artist was still leading, followed by Hawthorn, Whalebone, and Messenger. Here Artist balked and a splendid run round the back of the grand-stand took place, Whalebone leading, with Messenger, Falcon, and Orangeman close up, and in this order they landed on the course proper. Messenger took the lead on the flat, but running off at the last hurdle, he spoiled his chance, and Whalebone came home an easy winner. Dividend, £13 5s.	[955, 1456, 1099, 1687]
article-paragraph: Mr M. Gallagher's g g Peter Osbeck, aged (Fergus) 3	[955, 1389, 1098, 1410]
subheading: INQUEST ON KATE KENNEDY.	[16, 1948, 158, 1959]
headline: MAIDSTONE ELECTION.	[204, 1762, 278, 1788]
headline: TUNBRIDGE WELLS MURDER.	[182, 1280, 300, 1307]
subheading: MR GLADSTONE AT LIMESTONE.	[818, 386, 912, 408]
article-paragraph: The Panama Interest Bill having been referred to a hostile committee, M. de Lesseps and three of his colleagues on the Board have resigned. Three liquidators have been appointed. The Company suspended payment on Friday.	[788, 976, 943, 1039]
article-paragraph: An inquest on the body of Kate Kennedy was commenced at the Hospital at 2 p.m. to-day, before Dr. Philson, coroner, and the following jury: Henry A. Hoffman, Wm. Brodie, Hugh McIlhone, James O'Brien, Robert Armistead, Alfred Jno. Tapper.	[170, 111, 312, 185]
article-paragraph: Further information as to the defeat of Emin Bey and the others, states that the Mahdi has captured a large quantity of ivory and ammunition, and that he has sent the Egyptian prisoners to Khartoum. One of the whites escaped, but nothing is known as to the fate of the others. The letter received from Osman Digna is in reply to certain inquiries made of him by Major Rundle in August last. The story is widely credited, but the Emin Bey relief committee refuse to believe its genuineness. It is believed that the Mahdi would be inclined to release the prisoners in custody at Khartoum on condition that England made a complete evacuation of the Soudan, and would further give a pledge to abstain from meddling with it in the future.	[633, 517, 776, 717]
